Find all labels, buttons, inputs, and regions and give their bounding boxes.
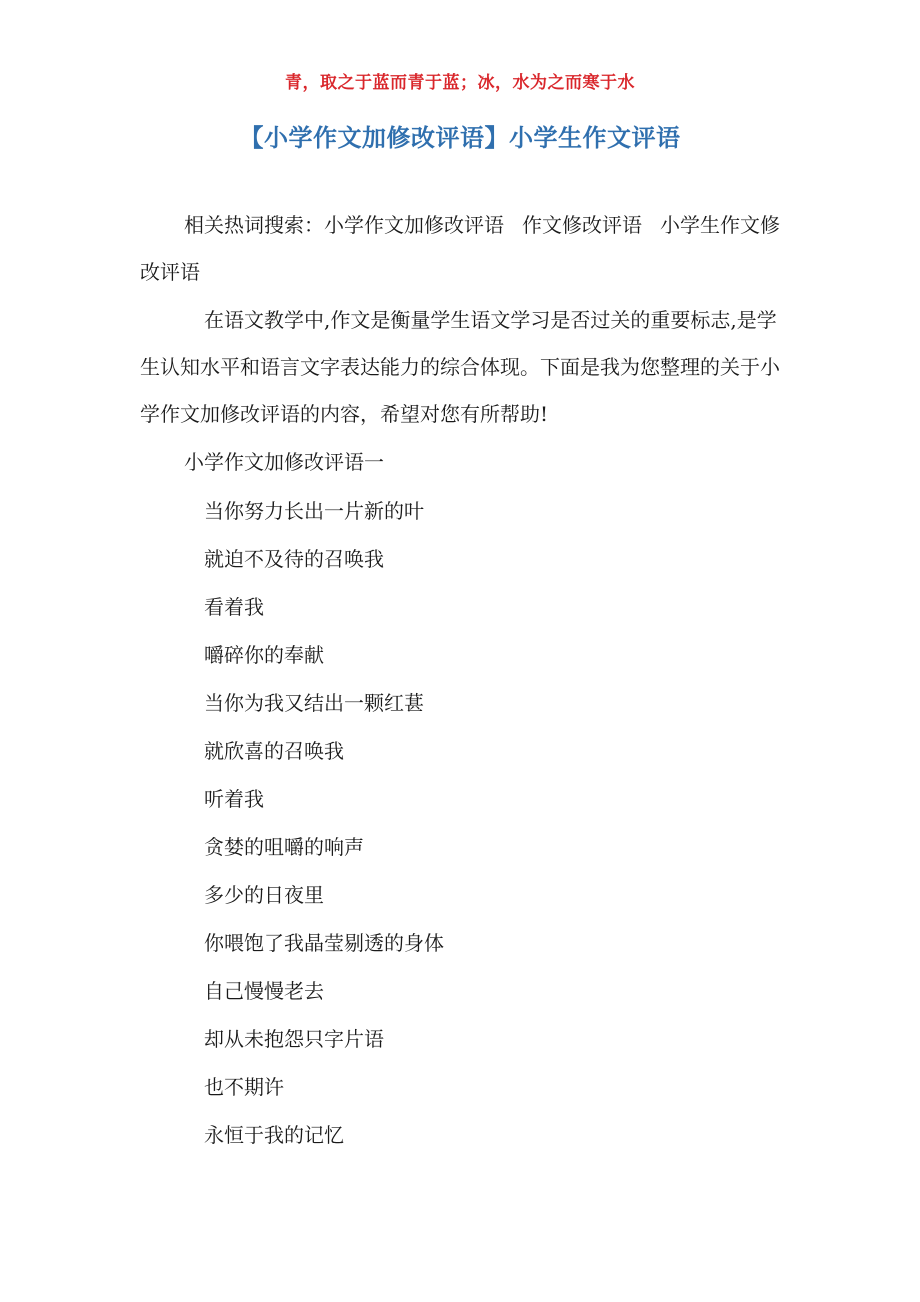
hot-keyword: 小学生作文修改评语	[140, 213, 780, 284]
poem-line: 贪婪的咀嚼的响声	[204, 835, 364, 859]
poem-line: 听着我	[204, 787, 264, 811]
poem-line: 就欣喜的召唤我	[204, 739, 344, 763]
document-body	[140, 202, 780, 1159]
intro-paragraph: 在语文教学中,作文是衡量学生语文学习是否过关的重要标志,是学生认知水平和语言文字表达能力的综合体现。下面是我为您整理的关于小学作文加修改评语的内容，希望对您有所帮助!	[140, 308, 780, 426]
hot-keyword: 作文修改评语	[522, 213, 642, 237]
hot-search-line	[140, 202, 780, 296]
poem-line: 当你为我又结出一颗红葚	[204, 691, 424, 715]
poem-line: 永恒于我的记忆	[204, 1123, 344, 1147]
poem-line: 自己慢慢老去	[204, 979, 324, 1003]
poem-line: 看着我	[204, 595, 264, 619]
header-motto: 青，取之于蓝而青于蓝；冰，水为之而寒于水	[285, 73, 635, 93]
poem-lines	[140, 487, 780, 1159]
poem-line: 嚼碎你的奉献	[204, 643, 324, 667]
hot-search-label: 相关热词搜索：	[184, 213, 324, 237]
poem-line: 就迫不及待的召唤我	[204, 547, 384, 571]
page-title: 【小学作文加修改评语】小学生作文评语	[239, 124, 681, 152]
hot-keyword: 小学作文加修改评语	[324, 213, 504, 237]
poem-line: 你喂饱了我晶莹剔透的身体	[204, 931, 444, 955]
poem-line: 却从未抱怨只字片语	[204, 1027, 384, 1051]
poem-line: 当你努力长出一片新的叶	[204, 499, 424, 523]
poem-line: 也不期许	[204, 1075, 284, 1099]
section-heading: 小学作文加修改评语一	[184, 450, 384, 474]
poem-line: 多少的日夜里	[204, 883, 324, 907]
